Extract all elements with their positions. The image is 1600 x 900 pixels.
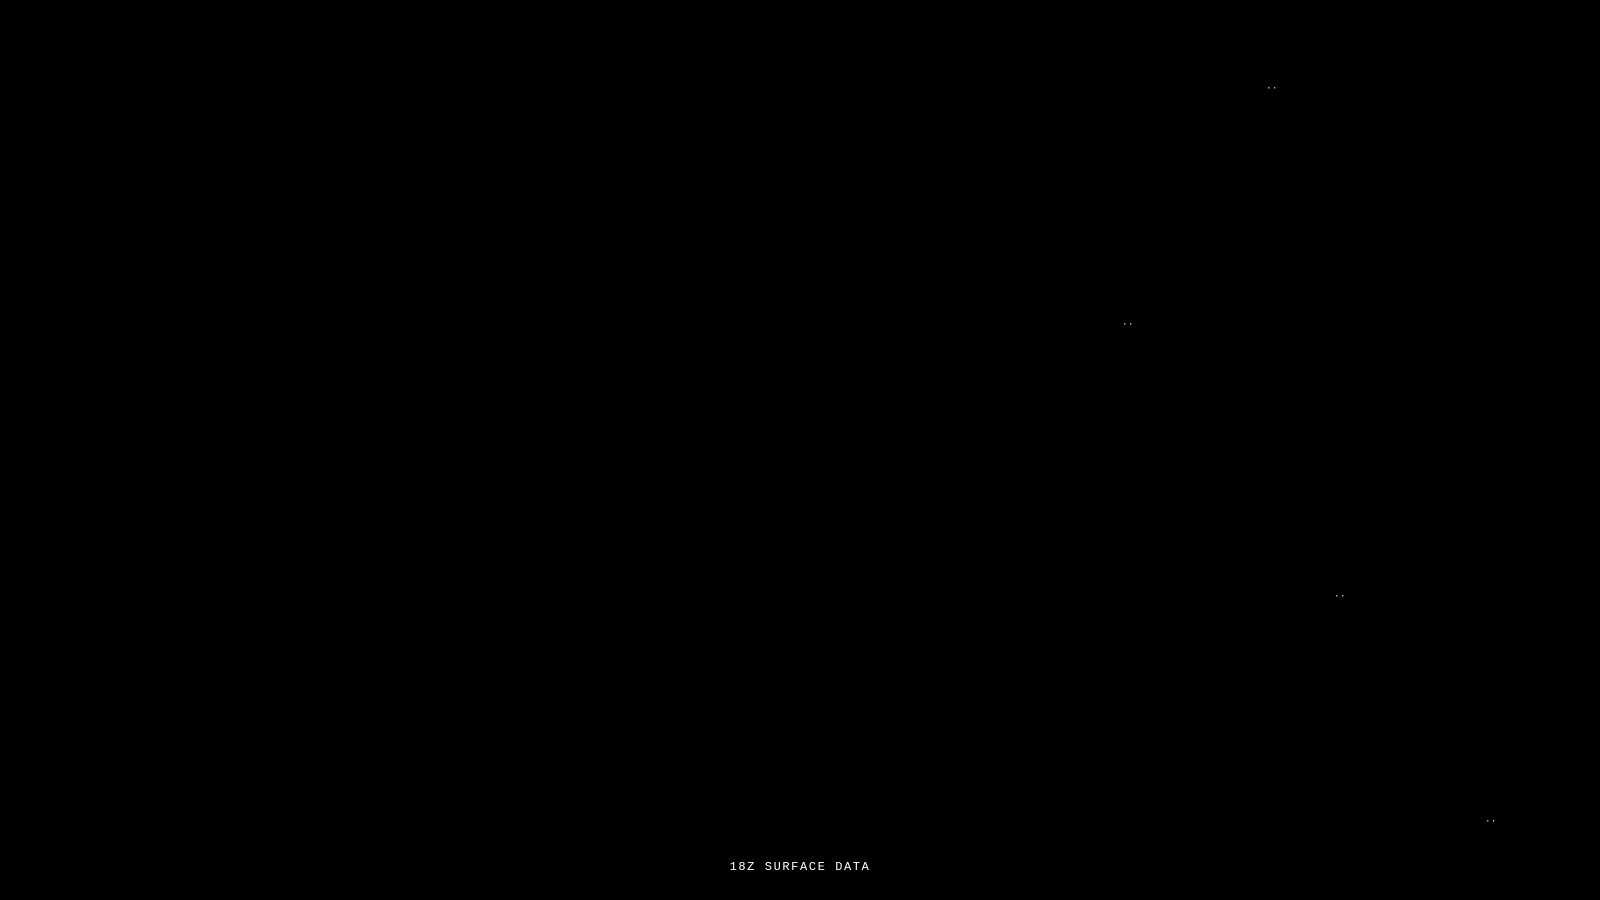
map-caption: 18Z SURFACE DATA — [729, 860, 871, 874]
station-plot: .. — [1266, 81, 1278, 92]
station-plot: .. — [1334, 589, 1346, 600]
station-plot: .. — [1485, 814, 1497, 825]
station-plot: .. — [1122, 317, 1134, 328]
